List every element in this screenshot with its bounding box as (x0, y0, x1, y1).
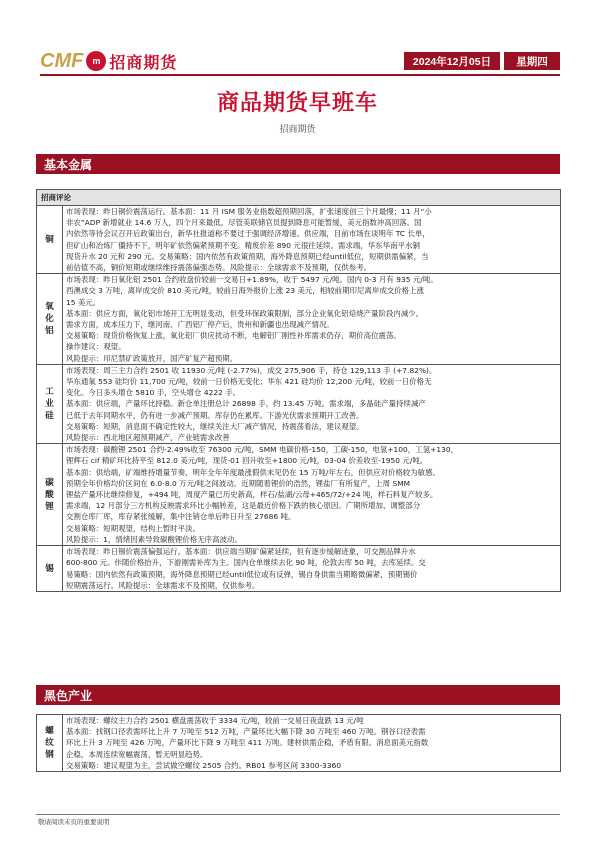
report-date: 2024年12月05日 (404, 52, 500, 70)
commentary-line: 市场表现：螺纹主力合约 2501 横盘震荡收于 3334 元/吨，较前一交易日夜盘跌 13 元/吨 (66, 716, 364, 725)
commodity-name (37, 274, 63, 365)
table-row (37, 206, 561, 274)
commentary-line: 市场表现：周三主力合约 2501 收 11930 元/吨 (-2.77%)，成交 275,906 手，持仓 129,113 手 (+7.82%)。 (66, 365, 437, 375)
commentary-line: 风险提示：1，情绪因素导致碳酸锂价格无序高波动。 (66, 534, 242, 544)
commentary-line: 已低于去年同期水平，仍有进一步减产预期。库存仍在累库。下游光伏需求预期开工改善。 (66, 410, 364, 420)
page-title: 商品期货早班车 (216, 91, 378, 116)
commodity-name (37, 444, 63, 546)
commentary-line: 交易策略：短期观望，结构上暂时平淡。 (66, 523, 200, 533)
table-row (37, 444, 561, 546)
commentary-line: 锂盐产量环比继续修复，+494 吨，周度产量已历史新高，样石/盐湖/云母+465/72/+24 吨，样石料复产较多。 (66, 490, 438, 500)
base-metals-table (36, 189, 561, 592)
commodity-name (37, 715, 63, 772)
commentary-line: 市场表现：碳酸锂 2501 合约-2.49%收至 76300 元/吨，SMM 电碳价格-150，工碳-150，电氢+100，工氢+130， (66, 445, 459, 455)
commentary-line: 基本面：供应端，产量环比持稳。新仓单注册总计 26898 手，约 13.45 万吨。需求端，多晶硅产量持续减产 (66, 399, 426, 409)
report-weekday: 星期四 (504, 52, 560, 70)
commentary-line: 交易策略：建议观望为主，尝试做空螺纹 2505 合约。RB01 参考区间 3300-3360 (66, 760, 342, 770)
commentary-line: 但矿山和冶炼厂僵持不下，明年矿依然偏紧预期不变。精废价差 890 元很往延续。需求端，华东华南平水铜 (66, 240, 420, 250)
commentary-line: 需求方面，成本压力下，继河南、广西铝厂停产后，贵州和新疆也出现减产情况。 (66, 320, 334, 330)
commodity-name-char: 硅 (45, 411, 54, 422)
commentary-line: 需求端，12 月部分三方机构反映需求环比小幅转差，这是最近价格下跌的核心原因。广期所增加、调整部分 (66, 501, 421, 511)
commentary-line: 短期震荡运行。风险提示：全球需求不及预期，仅供参考。 (66, 580, 260, 590)
commentary-line: 现货升水 20 元和 290 元。交易策略：国内依然有政策预期，海外降息预期已经until低位，短期供需偏紧，当 (66, 251, 429, 261)
commodity-name-char: 螺 (45, 726, 54, 736)
commentary-line: 易策略：国内依然有政策预期，海外降息预期已经until低位或有反弹，锡自身供需当期略微偏紧，预期锡价 (66, 569, 418, 579)
commentary-line: 锂辉石 cif 精矿环比持平至 812.0 美元/吨，现货-01 回升收至+1800 元/吨，03-04 价差收至-1950 元/吨。 (66, 456, 428, 466)
commentary-line: 操作建议：观望。 (66, 342, 126, 352)
commentary-line: 环比上升 3 万吨至 426 万吨，产量环比下降 9 万吨至 411 万吨。建材供需企稳，矛盾有限。消息面美元指数 (66, 738, 429, 748)
commodity-name-char: 业 (45, 399, 54, 410)
commentary-line: 华东通氧 553 硅均价 11,700 元/吨，较前一日价格无变化；华东 421 硅均价 12,200 元/吨，较前一日价格无 (66, 377, 432, 387)
commentary-line: 内依然等待会议召开后政策出台，新华社报道称不要过于强调经济增速。供应端，目前市场在谈明年 TC 长单， (66, 229, 430, 239)
commentary-line: 基本面：供应方面，氧化铝市场开工无明显变动，但受环保政策限制，部分企业氧化铝焙烧产量阶段内减少。 (66, 308, 424, 318)
commodity-name-char: 钢 (45, 750, 54, 760)
commodity-name (37, 546, 63, 592)
commodity-name-char: 酸 (45, 489, 54, 500)
header-divider (40, 74, 560, 76)
commodity-name-char: 铜 (45, 234, 54, 245)
table-header-comment: 招商评论 (37, 190, 561, 206)
logo-cmf-text: CMF (40, 49, 84, 72)
commentary-line: 西澳成交 3 万吨，离岸成交价 810 美元/吨，较前日海外报价上涨 23 美元，相较前期印尼离岸成交价格上涨 (66, 286, 424, 296)
table-row (37, 715, 561, 772)
commentary-line: 市场表现：昨日锡价震荡偏强运行。基本面：供应端当期矿偏紧延续，但有逐步缓解迹象，可交割品牌升水 (66, 547, 416, 557)
commodity-name (37, 364, 63, 443)
commodity-commentary (63, 715, 561, 772)
commodity-commentary (63, 206, 561, 274)
commodity-commentary (63, 364, 561, 443)
commentary-line: 前估值不高，铜价短期或继续维持震荡偏强态势。风险提示：全球需求不及预期，仅供参考。 (66, 263, 372, 273)
commentary-line: 600-800 元。佧随价格抬升，下游刚需补库为主。国内仓单继续去化 90 吨，伦敦去库 50 吨，去库延续。交 (66, 558, 426, 568)
footer-divider (36, 814, 560, 815)
commodity-name-char: 碳 (45, 477, 54, 488)
commodity-name-char: 纹 (45, 738, 54, 748)
commentary-line: 非农”ADP 新增就业 14.6 万人，四个月来最低，尽管美联储官员提到降息可能暂缓，美元指数冲高回落。国 (66, 218, 422, 228)
brand-logo (40, 49, 177, 73)
logo-company-name: 招商期货 (109, 52, 178, 72)
commentary-line: 基本面：找钢口径表需环比上升 7 万吨至 512 万吨，产量环比大幅下降 30 万吨至 460 万吨。钢谷口径表需 (66, 727, 426, 737)
commodity-name-char: 铝 (45, 326, 54, 337)
commentary-line: 交割仓库厂库，库存紧张缓解，集中注销仓单后昨日升至 27686 吨。 (66, 512, 296, 522)
commodity-name-char: 化 (45, 314, 54, 325)
commodity-commentary (63, 546, 561, 592)
logo-badge-icon: m (86, 51, 106, 71)
commentary-line: 风险提示：印尼禁矿政策放开，国产矿复产超预期。 (66, 353, 238, 363)
commentary-line: 市场表现：昨日氧化铝 2501 合约收盘价较前一交易日+1.89%，收于 5497 元/吨。国内 0-3 月有 935 元/吨。 (66, 275, 438, 285)
commodity-commentary (63, 444, 561, 546)
table-row (37, 546, 561, 592)
commodity-name-char: 工 (45, 387, 54, 398)
section-header-base-metals: 基本金属 (36, 154, 560, 174)
commentary-line: 企稳，本周连续宽幅震荡，暂无明显趋势。 (66, 749, 208, 759)
commodity-commentary (63, 274, 561, 365)
commentary-line: 交易策略：现货价格恢复上涨，氧化铝厂供应扰动不断，电解铝厂刚性补库需求仍存，期价高位震荡。 (66, 331, 401, 341)
commentary-line: 变化。今日多头增仓 5810 手，空头增仓 4222 手。 (66, 388, 241, 398)
commentary-line: 预期全年价格均价区间在 6.0-8.0 万元/吨之间波动。近期随着锂价的浩然，锂盐厂有所复产，上周 SMM (66, 478, 411, 488)
commentary-line: 15 美元。 (66, 297, 101, 307)
commodity-name-char: 锂 (45, 501, 54, 512)
section-header-black-industry: 黑色产业 (36, 685, 560, 705)
commentary-line: 基本面：供给端，矿端维持增量节奏，明年全年年度最涨假供未见仍在 15 万吨/年左右，但供应对价格较为敏感。 (66, 467, 440, 477)
commentary-line: 交易策略：短期，消息面不确定性较大，继续关注大厂减产情况，持震荡看法，建议观望。 (66, 421, 364, 431)
commentary-line: 市场表现：昨日铜价震荡运行。基本面：11 月 ISM 服务业指数超预期回落，扩张速度创三个月最慢；11 月“小 (66, 207, 432, 216)
table-row (37, 274, 561, 365)
footer-disclaimer: 敬请阅读末页的重要说明 (38, 818, 110, 826)
black-industry-table (36, 714, 561, 772)
commodity-name-char: 锡 (45, 563, 54, 574)
page-subtitle: 招商期货 (279, 125, 316, 135)
commodity-name-char: 氧 (45, 302, 54, 313)
page-header (0, 0, 595, 80)
table-row (37, 364, 561, 443)
table-header-row (37, 190, 561, 206)
commodity-name (37, 206, 63, 274)
commentary-line: 风险提示：西北地区超预期减产，产业链需求改善 (66, 433, 230, 443)
